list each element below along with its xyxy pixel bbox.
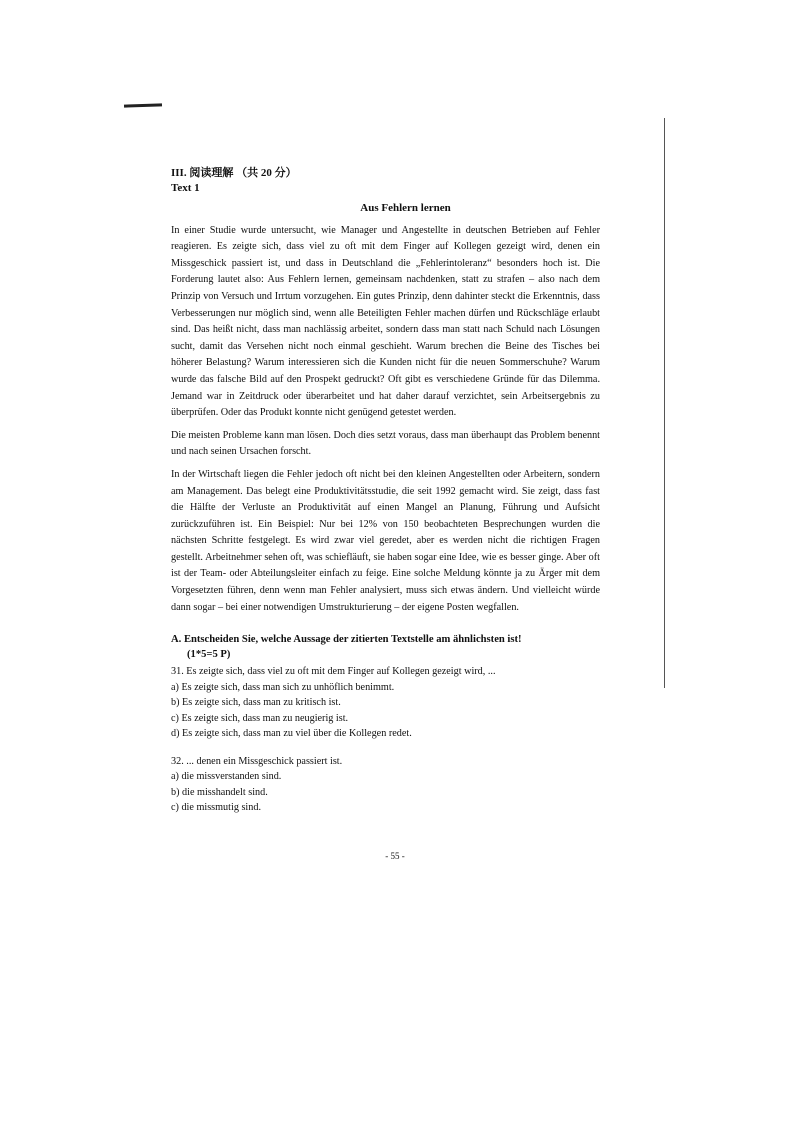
exam-page-content: [171, 166, 600, 816]
question-31: [171, 664, 600, 742]
answer-option: a) die missverstanden sind.: [171, 771, 282, 783]
article-paragraph: In einer Studie wurde untersucht, wie Manager und Angestellte in deutschen Betrieben auf Fehler reagieren. Es zeigte sich, dass viel zu oft mit dem Finger auf Kollegen gezeigt wird, denen ein Missgeschick passiert ist, und dass in Deutschland die „Fehlerintoleranz“ besonders hoch ist. Die Forderung lautet also: Aus Fehlern lernen, gemeinsam nachdenken, statt zu strafen – also nach dem Prinzip von Versuch und Irrtum vorzugehen. Ein gutes Prinzip, denn dahinter steckt die Erkenntnis, dass Verbesserungen nur möglich sind, wenn alle Beteiligten Fehler machen dürfen und Rückschläge erlaubt sind. Das heißt nicht, dass man nachlässig arbeitet, sondern dass man statt nach Schuld nach Lösungen sucht, damit das Versehen nicht noch einmal geschieht. Warum brechen die Beine des Tisches bei höherer Belastung? Warum interessieren sich die Kunden nicht für die neuen Sommerschuhe? Warum wurde das falsche Bild auf den Prospekt gedruckt? Oft gibt es verschiedene Gründe für das Dilemma. Jemand war in Zeitdruck oder überarbeitet und hat daher darauf verzichtet, sein Arbeitsergebnis zu überprüfen. Oder das Produkt konnte nicht genügend getestet werden.: [171, 224, 600, 419]
scan-edge-line: [664, 118, 665, 688]
section-title: III. 阅读理解 （共 20 分）: [171, 167, 297, 179]
task-points: (1*5=5 P): [187, 649, 231, 661]
page-number: - 55 -: [385, 851, 405, 861]
article-paragraph: In der Wirtschaft liegen die Fehler jedoch oft nicht bei den kleinen Angestellten oder Arbeitern, sondern am Management. Das belegt eine Produktivitätsstudie, die seit 1992 gemacht wird. Sie zeigt, dass fast die Hälfte der Verluste an Produktivität auf einen Mangel an Planung, Führung und Aufsicht zurückzuführen ist. Ein Beispiel: Nur bei 12% von 150 beobachteten Besprechungen wurden die nächsten Schritte festgelegt. Es wird zwar viel geredet, aber es werden nicht die richtigen Fragen gestellt. Arbeitnehmer sehen oft, was schiefläuft, sie haben sogar eine Idee, wie es besser ginge. Aber oft ist der Team- oder Abteilungsleiter einfach zu feige. Eine solche Meldung könnte ja zu Ärger mit dem Vorgesetzten führen, denn wenn man Fehler analysiert, muss sich etwas ändern. Und vielleicht würde dann sogar – bei einer notwendigen Umstrukturierung – der eigene Posten wegfallen.: [171, 468, 600, 613]
answer-option: b) Es zeigte sich, dass man zu kritisch ist.: [171, 697, 341, 709]
question-stem: 32. ... denen ein Missgeschick passiert ist.: [171, 755, 343, 767]
answer-option: d) Es zeigte sich, dass man zu viel über die Kollegen redet.: [171, 728, 412, 740]
article-title: Aus Fehlern lernen: [360, 202, 451, 214]
task-heading: A. Entscheiden Sie, welche Aussage der zitierten Textstelle am ähnlichsten ist!: [171, 634, 522, 646]
text-label: Text 1: [171, 182, 200, 194]
answer-option: c) die missmutig sind.: [171, 802, 261, 814]
answer-option: c) Es zeigte sich, dass man zu neugierig ist.: [171, 712, 349, 724]
article-paragraph: Die meisten Probleme kann man lösen. Doch dies setzt voraus, dass man überhaupt das Problem benennt und nach seinen Ursachen forscht.: [171, 429, 600, 458]
question-stem: 31. Es zeigte sich, dass viel zu oft mit dem Finger auf Kollegen gezeigt wird, ...: [171, 666, 496, 678]
question-32: [171, 754, 600, 816]
scan-artifact-mark: [124, 103, 162, 107]
answer-option: a) Es zeigte sich, dass man sich zu unhöflich benimmt.: [171, 681, 395, 693]
answer-option: b) die misshandelt sind.: [171, 786, 268, 798]
